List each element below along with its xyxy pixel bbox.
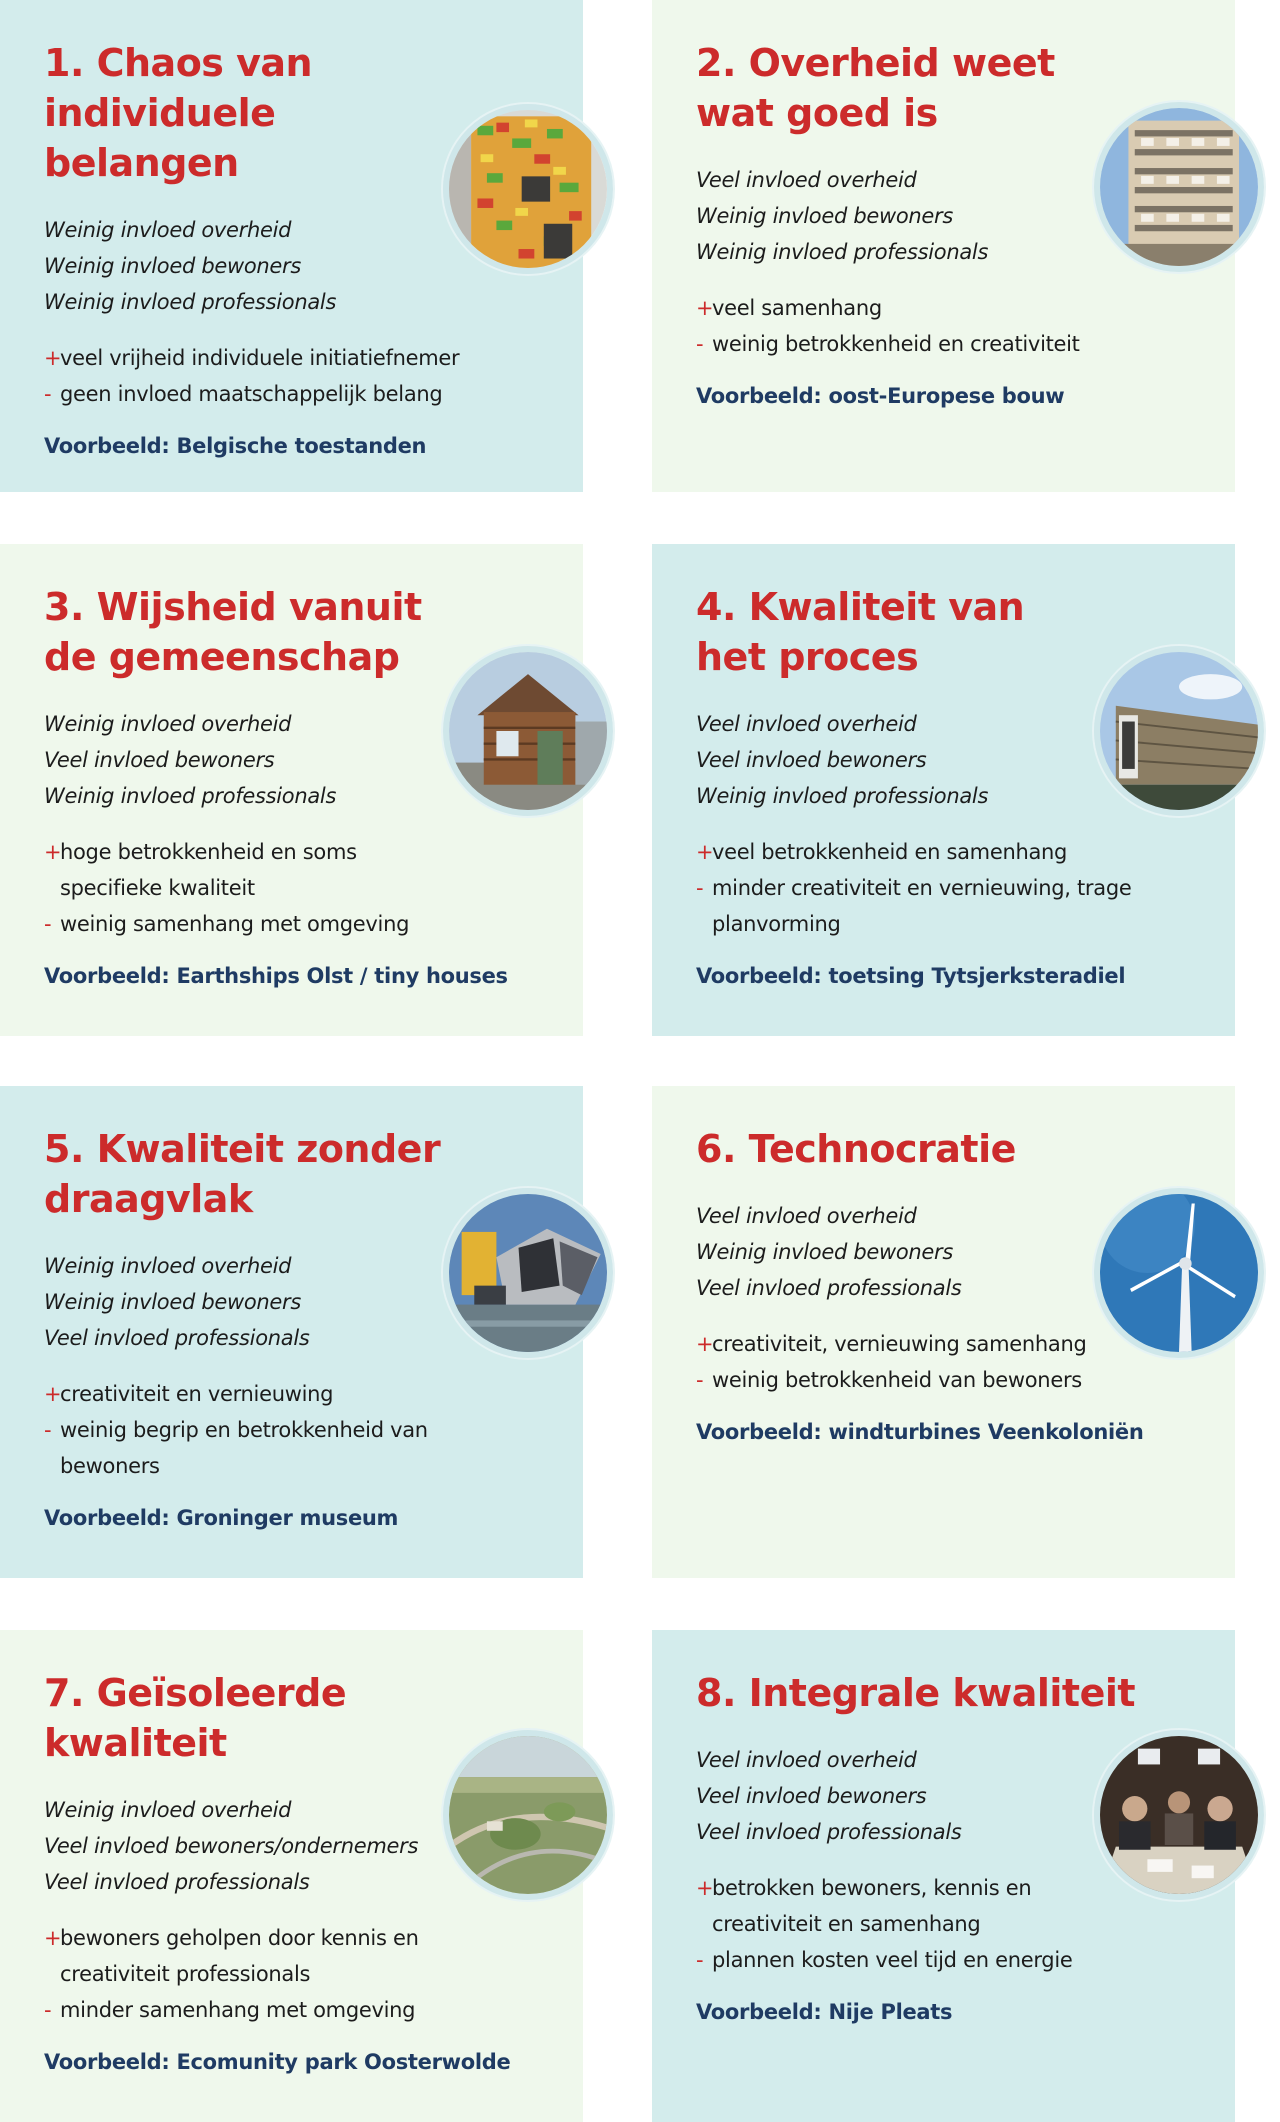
- groninger-museum-photo: [443, 1188, 613, 1358]
- card-title: 5. Kwaliteit zonder draagvlak: [44, 1127, 441, 1221]
- influence-item: Veel invloed overheid: [696, 1204, 917, 1228]
- influence-item: Weinig invloed professionals: [44, 290, 337, 314]
- example-label: Voorbeeld: oost-Europese bouw: [696, 384, 1065, 408]
- influence-item: Weinig invloed professionals: [696, 240, 989, 264]
- colorful-patchwork-house-photo: [443, 104, 613, 274]
- minus-sign: -: [696, 1948, 704, 1972]
- card-3: [0, 544, 583, 1036]
- con-text: weinig betrokkenheid en creativiteit: [712, 332, 1080, 356]
- card-title: 7. Geïsoleerde kwaliteit: [44, 1671, 347, 1765]
- card-title: 4. Kwaliteit van het proces: [696, 585, 1025, 679]
- con-text: minder creativiteit en vernieuwing, trage planvorming: [712, 876, 1132, 936]
- pro-text: hoge betrokkenheid en soms specifieke kwaliteit: [60, 840, 357, 900]
- plus-sign: +: [696, 1332, 714, 1356]
- pro-text: veel betrokkenheid en samenhang: [712, 840, 1068, 864]
- con-text: minder samenhang met omgeving: [60, 1998, 416, 2022]
- pro-item: [44, 340, 551, 376]
- card-4: [652, 544, 1235, 1036]
- pro-item: [44, 1920, 420, 1992]
- influence-item: Weinig invloed bewoners: [44, 1290, 302, 1314]
- influence-item: Veel invloed overheid: [696, 1748, 917, 1772]
- con-item: [44, 376, 551, 412]
- meeting-table-photo: [1094, 1730, 1264, 1900]
- plus-sign: +: [44, 840, 62, 864]
- minus-sign: -: [696, 1368, 704, 1392]
- influence-item: Weinig invloed bewoners: [696, 1240, 954, 1264]
- con-text: weinig samenhang met omgeving: [60, 912, 410, 936]
- influence-item: Weinig invloed professionals: [696, 784, 989, 808]
- con-item: [44, 1992, 551, 2028]
- plus-sign: +: [696, 296, 714, 320]
- minus-sign: -: [696, 332, 704, 356]
- long-brick-building-photo: [1094, 646, 1264, 816]
- card-title: 8. Integrale kwaliteit: [696, 1671, 1136, 1715]
- influence-item: Veel invloed overheid: [696, 168, 917, 192]
- con-item: [696, 326, 1203, 362]
- influence-item: Veel invloed professionals: [696, 1820, 962, 1844]
- card-5: [0, 1086, 583, 1578]
- pro-item: [44, 834, 380, 906]
- influence-item: Veel invloed professionals: [44, 1870, 310, 1894]
- influence-item: Veel invloed overheid: [696, 712, 917, 736]
- pros-cons-list: [696, 834, 1203, 942]
- influence-item: Weinig invloed professionals: [44, 784, 337, 808]
- card-title: 6. Technocratie: [696, 1127, 1016, 1171]
- aerial-park-photo: [443, 1730, 613, 1900]
- pros-cons-list: [696, 1870, 1203, 1978]
- influence-item: Veel invloed professionals: [44, 1326, 310, 1350]
- influence-item: Weinig invloed overheid: [44, 218, 292, 242]
- plus-sign: +: [696, 840, 714, 864]
- plus-sign: +: [44, 1382, 62, 1406]
- pro-text: veel samenhang: [712, 296, 882, 320]
- influence-item: Weinig invloed bewoners: [44, 254, 302, 278]
- card-title: 1. Chaos van individuele belangen: [44, 41, 313, 185]
- apartment-block-photo: [1094, 102, 1264, 272]
- con-text: geen invloed maatschappelijk belang: [60, 382, 443, 406]
- pros-cons-list: [44, 1376, 551, 1484]
- influence-item: Veel invloed bewoners/ondernemers: [44, 1834, 419, 1858]
- card-title: 3. Wijsheid vanuit de gemeenschap: [44, 585, 422, 679]
- pros-cons-list: [44, 340, 551, 412]
- influence-item: Weinig invloed overheid: [44, 1254, 292, 1278]
- con-item: [696, 1362, 1203, 1398]
- card-1: [0, 0, 583, 492]
- pros-cons-list: [696, 290, 1203, 362]
- pro-item: [696, 290, 1203, 326]
- minus-sign: -: [44, 382, 52, 406]
- example-label: Voorbeeld: Ecomunity park Oosterwolde: [44, 2050, 511, 2074]
- influence-item: Veel invloed professionals: [696, 1276, 962, 1300]
- minus-sign: -: [44, 1418, 52, 1442]
- pro-text: betrokken bewoners, kennis en creativiteit en samenhang: [712, 1876, 1032, 1936]
- plus-sign: +: [696, 1876, 714, 1900]
- pros-cons-list: [44, 834, 551, 942]
- example-label: Voorbeeld: windturbines Veenkoloniën: [696, 1420, 1144, 1444]
- pro-text: creativiteit, vernieuwing samenhang: [712, 1332, 1087, 1356]
- influence-item: Weinig invloed bewoners: [696, 204, 954, 228]
- example-label: Voorbeeld: Earthships Olst / tiny houses: [44, 964, 508, 988]
- example-label: Voorbeeld: Nije Pleats: [696, 2000, 953, 2024]
- con-text: plannen kosten veel tijd en energie: [712, 1948, 1073, 1972]
- con-item: [696, 1942, 1203, 1978]
- plus-sign: +: [44, 1926, 62, 1950]
- influence-item: Weinig invloed overheid: [44, 712, 292, 736]
- con-item: [44, 906, 551, 942]
- card-2: [652, 0, 1235, 492]
- influence-item: Weinig invloed overheid: [44, 1798, 292, 1822]
- plus-sign: +: [44, 346, 62, 370]
- tiny-house-photo: [443, 646, 613, 816]
- minus-sign: -: [44, 912, 52, 936]
- example-label: Voorbeeld: Belgische toestanden: [44, 434, 427, 458]
- influence-item: Veel invloed bewoners: [696, 1784, 927, 1808]
- card-8: [652, 1630, 1235, 2122]
- pros-cons-list: [44, 1920, 551, 2028]
- example-label: Voorbeeld: Groninger museum: [44, 1506, 399, 1530]
- minus-sign: -: [696, 876, 704, 900]
- pro-item: [696, 834, 1203, 870]
- con-item: [696, 870, 1182, 942]
- con-item: [44, 1412, 430, 1484]
- con-text: weinig betrokkenheid van bewoners: [712, 1368, 1082, 1392]
- wind-turbine-photo: [1094, 1188, 1264, 1358]
- pro-text: creativiteit en vernieuwing: [60, 1382, 334, 1406]
- pro-item: [44, 1376, 551, 1412]
- influence-item: Veel invloed bewoners: [696, 748, 927, 772]
- pro-text: bewoners geholpen door kennis en creativiteit professionals: [60, 1926, 419, 1986]
- pro-item: [696, 1870, 1072, 1942]
- example-label: Voorbeeld: toetsing Tytsjerksteradiel: [696, 964, 1126, 988]
- card-title: 2. Overheid weet wat goed is: [696, 41, 1055, 135]
- influence-item: Veel invloed bewoners: [44, 748, 275, 772]
- con-text: weinig begrip en betrokkenheid van bewoners: [60, 1418, 428, 1478]
- pro-text: veel vrijheid individuele initiatiefnemer: [60, 346, 460, 370]
- card-7: [0, 1630, 583, 2122]
- minus-sign: -: [44, 1998, 52, 2022]
- card-6: [652, 1086, 1235, 1578]
